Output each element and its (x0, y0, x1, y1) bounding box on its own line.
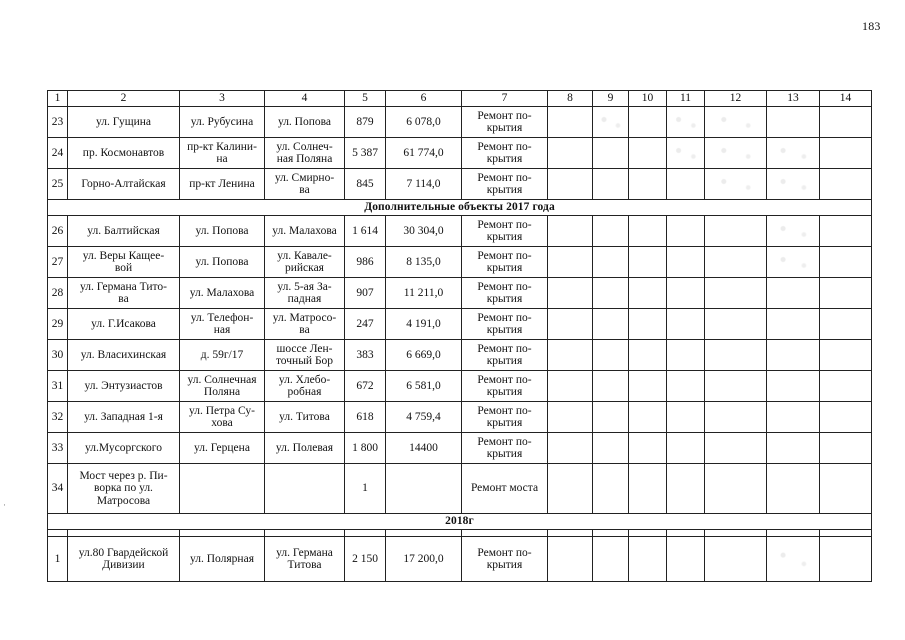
empty-cell (593, 138, 629, 169)
section-to-cell: ул. Солнеч- ная Поляна (265, 138, 345, 169)
length-cell: 383 (345, 340, 386, 371)
row-number-cell: 27 (48, 247, 68, 278)
empty-cell (667, 247, 705, 278)
table-body (48, 91, 872, 582)
empty-cell (548, 247, 593, 278)
empty-cell (667, 340, 705, 371)
table-row (48, 537, 872, 582)
area-cell: 30 304,0 (386, 216, 462, 247)
section-to-cell: шоссе Лен- точный Бор (265, 340, 345, 371)
empty-cell (705, 138, 767, 169)
section-to-cell: ул. Хлебо- робная (265, 371, 345, 402)
empty-cell (667, 138, 705, 169)
column-number: 8 (548, 91, 593, 107)
empty-cell (667, 537, 705, 582)
column-number: 9 (593, 91, 629, 107)
empty-cell (48, 530, 68, 537)
empty-cell (767, 464, 820, 514)
length-cell: 845 (345, 169, 386, 200)
length-cell: 618 (345, 402, 386, 433)
length-cell: 672 (345, 371, 386, 402)
column-number: 1 (48, 91, 68, 107)
work-type-cell: Ремонт по- крытия (462, 340, 548, 371)
area-cell: 17 200,0 (386, 537, 462, 582)
row-number-cell: 32 (48, 402, 68, 433)
empty-cell (593, 464, 629, 514)
area-cell: 14400 (386, 433, 462, 464)
empty-cell (705, 278, 767, 309)
section-to-cell: ул. Германа Титова (265, 537, 345, 582)
empty-cell (820, 107, 872, 138)
empty-cell (629, 169, 667, 200)
empty-cell (548, 107, 593, 138)
area-cell: 4 759,4 (386, 402, 462, 433)
empty-cell (386, 530, 462, 537)
empty-cell (705, 340, 767, 371)
empty-cell (629, 402, 667, 433)
empty-cell (705, 169, 767, 200)
section-from-cell: ул. Телефон- ная (180, 309, 265, 340)
empty-cell (820, 371, 872, 402)
empty-cell (593, 530, 629, 537)
empty-cell (820, 216, 872, 247)
empty-cell (767, 247, 820, 278)
area-cell: 6 581,0 (386, 371, 462, 402)
street-name-cell: ул. Г.Исакова (68, 309, 180, 340)
area-cell: 7 114,0 (386, 169, 462, 200)
work-type-cell: Ремонт по- крытия (462, 433, 548, 464)
area-cell: 6 078,0 (386, 107, 462, 138)
empty-cell (705, 371, 767, 402)
section-from-cell: пр-кт Калини- на (180, 138, 265, 169)
empty-cell (820, 340, 872, 371)
street-name-cell: ул.80 Гвардейской Дивизии (68, 537, 180, 582)
section-from-cell: ул. Герцена (180, 433, 265, 464)
section-to-cell: ул. Малахова (265, 216, 345, 247)
table-row (48, 433, 872, 464)
empty-cell (667, 530, 705, 537)
work-type-cell: Ремонт по- крытия (462, 309, 548, 340)
row-number-cell: 26 (48, 216, 68, 247)
row-number-cell: 1 (48, 537, 68, 582)
empty-cell (593, 247, 629, 278)
section-to-cell: ул. Титова (265, 402, 345, 433)
empty-cell (593, 340, 629, 371)
empty-cell (548, 402, 593, 433)
empty-cell (629, 247, 667, 278)
empty-cell (548, 138, 593, 169)
empty-cell (593, 537, 629, 582)
spacer-row (48, 530, 872, 537)
length-cell: 5 387 (345, 138, 386, 169)
empty-cell (767, 169, 820, 200)
empty-cell (705, 216, 767, 247)
length-cell: 907 (345, 278, 386, 309)
empty-cell (462, 530, 548, 537)
empty-cell (667, 169, 705, 200)
length-cell: 247 (345, 309, 386, 340)
section-from-cell (180, 464, 265, 514)
empty-cell (667, 216, 705, 247)
section-2018 (48, 514, 872, 530)
table-row (48, 169, 872, 200)
empty-cell (767, 138, 820, 169)
row-number-cell: 30 (48, 340, 68, 371)
empty-cell (767, 309, 820, 340)
empty-cell (767, 537, 820, 582)
road-repair-table (47, 90, 872, 582)
section-from-cell: ул. Рубусина (180, 107, 265, 138)
empty-cell (820, 537, 872, 582)
empty-cell (629, 371, 667, 402)
empty-cell (548, 278, 593, 309)
work-type-cell: Ремонт по- крытия (462, 371, 548, 402)
empty-cell (767, 402, 820, 433)
column-number: 7 (462, 91, 548, 107)
column-number: 12 (705, 91, 767, 107)
empty-cell (548, 340, 593, 371)
column-number-header (48, 91, 872, 107)
empty-cell (548, 537, 593, 582)
empty-cell (705, 107, 767, 138)
street-name-cell: ул. Гущина (68, 107, 180, 138)
empty-cell (667, 278, 705, 309)
area-cell: 61 774,0 (386, 138, 462, 169)
section-from-cell: ул. Солнечная Поляна (180, 371, 265, 402)
work-type-cell: Ремонт по- крытия (462, 278, 548, 309)
empty-cell (820, 433, 872, 464)
empty-cell (820, 169, 872, 200)
work-type-cell: Ремонт по- крытия (462, 216, 548, 247)
section-to-cell: ул. Попова (265, 107, 345, 138)
table-row (48, 402, 872, 433)
section-from-cell: пр-кт Ленина (180, 169, 265, 200)
empty-cell (629, 530, 667, 537)
row-number-cell: 24 (48, 138, 68, 169)
empty-cell (593, 107, 629, 138)
length-cell: 986 (345, 247, 386, 278)
table-row (48, 309, 872, 340)
column-number: 5 (345, 91, 386, 107)
column-number: 2 (68, 91, 180, 107)
section-from-cell: ул. Попова (180, 216, 265, 247)
empty-cell (548, 464, 593, 514)
section-2017 (48, 200, 872, 216)
length-cell: 1 (345, 464, 386, 514)
table-row (48, 107, 872, 138)
street-name-cell: ул. Веры Кащее- вой (68, 247, 180, 278)
empty-cell (593, 371, 629, 402)
empty-cell (548, 169, 593, 200)
table-row (48, 247, 872, 278)
area-cell: 4 191,0 (386, 309, 462, 340)
empty-cell (68, 530, 180, 537)
empty-cell (548, 530, 593, 537)
row-number-cell: 34 (48, 464, 68, 514)
street-name-cell: ул. Германа Тито- ва (68, 278, 180, 309)
empty-cell (705, 537, 767, 582)
work-type-cell: Ремонт по- крытия (462, 402, 548, 433)
empty-cell (820, 309, 872, 340)
empty-cell (667, 402, 705, 433)
empty-cell (705, 247, 767, 278)
street-name-cell: ул. Энтузиастов (68, 371, 180, 402)
empty-cell (705, 309, 767, 340)
empty-cell (593, 309, 629, 340)
length-cell: 1 800 (345, 433, 386, 464)
section-to-cell: ул. 5-ая За- падная (265, 278, 345, 309)
empty-cell (820, 402, 872, 433)
empty-cell (767, 433, 820, 464)
empty-cell (667, 107, 705, 138)
empty-cell (667, 309, 705, 340)
empty-cell (705, 464, 767, 514)
table-row (48, 371, 872, 402)
section-from-cell: ул. Петра Су- хова (180, 402, 265, 433)
column-number: 14 (820, 91, 872, 107)
empty-cell (820, 464, 872, 514)
table-row (48, 138, 872, 169)
street-name-cell: ул.Мусоргского (68, 433, 180, 464)
column-number: 4 (265, 91, 345, 107)
street-name-cell: ул. Балтийская (68, 216, 180, 247)
empty-cell (593, 216, 629, 247)
empty-cell (180, 530, 265, 537)
empty-cell (265, 530, 345, 537)
work-type-cell: Ремонт моста (462, 464, 548, 514)
column-number: 6 (386, 91, 462, 107)
empty-cell (593, 433, 629, 464)
street-name-cell: Мост через р. Пи- ворка по ул. Матросова (68, 464, 180, 514)
section-2017-title: Дополнительные объекты 2017 года (48, 200, 872, 216)
work-type-cell: Ремонт по- крытия (462, 537, 548, 582)
row-number-cell: 29 (48, 309, 68, 340)
empty-cell (767, 340, 820, 371)
section-2018-title: 2018г (48, 514, 872, 530)
empty-cell (820, 247, 872, 278)
work-type-cell: Ремонт по- крытия (462, 138, 548, 169)
empty-cell (705, 433, 767, 464)
empty-cell (767, 530, 820, 537)
scan-mark: · (3, 500, 6, 510)
empty-cell (767, 107, 820, 138)
work-type-cell: Ремонт по- крытия (462, 107, 548, 138)
empty-cell (767, 216, 820, 247)
table-row (48, 278, 872, 309)
section-to-cell: ул. Смирно- ва (265, 169, 345, 200)
empty-cell (345, 530, 386, 537)
area-cell: 6 669,0 (386, 340, 462, 371)
row-number-cell: 33 (48, 433, 68, 464)
length-cell: 2 150 (345, 537, 386, 582)
table-row (48, 340, 872, 371)
empty-cell (629, 537, 667, 582)
section-from-cell: ул. Полярная (180, 537, 265, 582)
empty-cell (593, 402, 629, 433)
empty-cell (629, 138, 667, 169)
work-type-cell: Ремонт по- крытия (462, 247, 548, 278)
length-cell: 879 (345, 107, 386, 138)
empty-cell (667, 464, 705, 514)
row-number-cell: 31 (48, 371, 68, 402)
row-number-cell: 23 (48, 107, 68, 138)
empty-cell (629, 278, 667, 309)
empty-cell (593, 169, 629, 200)
area-cell: 11 211,0 (386, 278, 462, 309)
row-number-cell: 28 (48, 278, 68, 309)
empty-cell (820, 278, 872, 309)
empty-cell (548, 216, 593, 247)
column-number: 11 (667, 91, 705, 107)
empty-cell (629, 309, 667, 340)
empty-cell (705, 530, 767, 537)
empty-cell (629, 464, 667, 514)
table-row (48, 464, 872, 514)
section-from-cell: д. 59г/17 (180, 340, 265, 371)
section-to-cell (265, 464, 345, 514)
table-row (48, 216, 872, 247)
empty-cell (767, 278, 820, 309)
page-number: 183 (862, 19, 881, 33)
length-cell: 1 614 (345, 216, 386, 247)
row-number-cell: 25 (48, 169, 68, 200)
empty-cell (820, 138, 872, 169)
column-number: 13 (767, 91, 820, 107)
empty-cell (820, 530, 872, 537)
empty-cell (548, 371, 593, 402)
empty-cell (767, 371, 820, 402)
empty-cell (705, 402, 767, 433)
area-cell: 8 135,0 (386, 247, 462, 278)
street-name-cell: ул. Западная 1-я (68, 402, 180, 433)
column-number: 10 (629, 91, 667, 107)
empty-cell (593, 278, 629, 309)
street-name-cell: пр. Космонавтов (68, 138, 180, 169)
section-to-cell: ул. Матросо- ва (265, 309, 345, 340)
empty-cell (667, 433, 705, 464)
empty-cell (667, 371, 705, 402)
work-type-cell: Ремонт по- крытия (462, 169, 548, 200)
section-to-cell: ул. Полевая (265, 433, 345, 464)
area-cell (386, 464, 462, 514)
empty-cell (629, 107, 667, 138)
empty-cell (629, 216, 667, 247)
street-name-cell: Горно-Алтайская (68, 169, 180, 200)
street-name-cell: ул. Власихинская (68, 340, 180, 371)
empty-cell (629, 433, 667, 464)
section-from-cell: ул. Малахова (180, 278, 265, 309)
empty-cell (548, 309, 593, 340)
empty-cell (629, 340, 667, 371)
column-number: 3 (180, 91, 265, 107)
section-to-cell: ул. Кавале- рийская (265, 247, 345, 278)
section-from-cell: ул. Попова (180, 247, 265, 278)
empty-cell (548, 433, 593, 464)
